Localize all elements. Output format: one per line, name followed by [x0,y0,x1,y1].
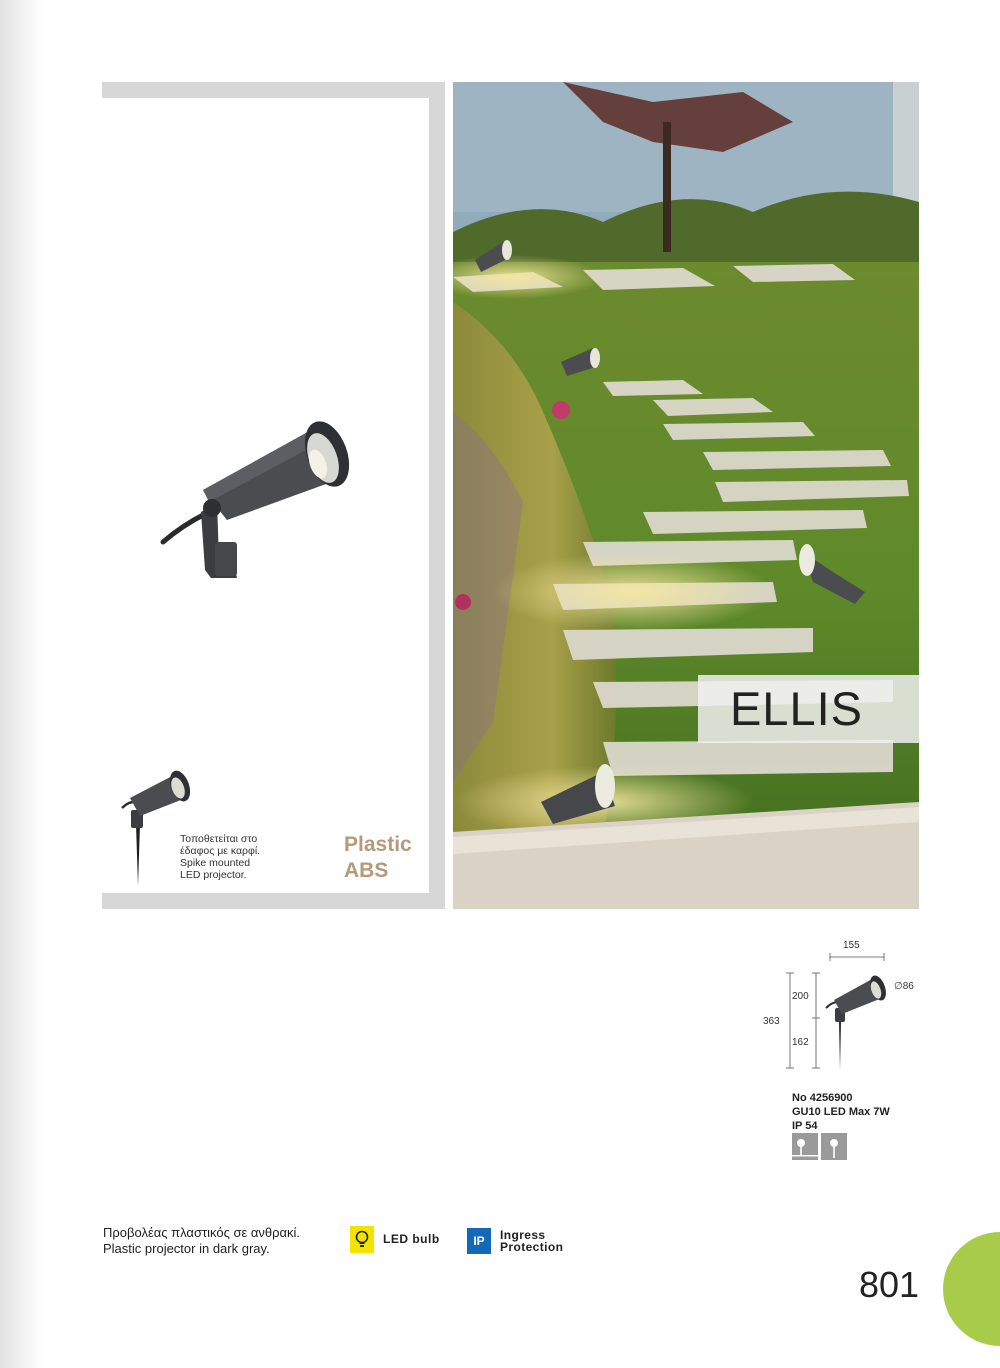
mount-desc-line-1: Τοποθετείται στο [180,833,258,845]
dimension-lines [760,938,940,1078]
spec-block [792,1091,890,1133]
dim-upper-height: 200 [792,991,809,1002]
dim-diameter: ∅86 [894,981,914,992]
spec-icons [792,1133,847,1160]
dimension-drawing [760,938,940,1078]
bulb-icon [350,1226,374,1253]
dim-lower-height: 162 [792,1037,809,1048]
description-greek: Προβολέας πλαστικός σε ανθρακί. [103,1225,301,1240]
bulb-spec: GU10 LED Max 7W [792,1106,890,1118]
mount-desc-line-2: έδαφος με καρφί. [180,845,261,857]
product-title: ELLIS [729,682,863,735]
page-number: 801 [859,1264,920,1305]
garden-photo [453,82,919,909]
product-code: No 4256900 [792,1092,853,1104]
spotlight-product-image [155,410,365,590]
page-tab-marker [943,1232,1000,1346]
mount-description [180,833,260,881]
led-bulb-label: LED bulb [383,1232,440,1246]
product-title-band [698,675,919,743]
outdoor-icon [792,1133,818,1160]
dim-total-height: 363 [763,1016,780,1027]
material-line-1: Plastic [344,833,412,856]
product-description [103,1225,300,1257]
description-english: Plastic projector in dark gray. [103,1241,270,1256]
page-spine-shadow [0,0,44,1368]
ip-rating: IP 54 [792,1120,818,1132]
material-label [344,832,412,884]
ip-label-line-1: Ingress [500,1228,546,1242]
ingress-protection-label [500,1229,563,1253]
mount-desc-line-4: LED projector. [180,869,247,881]
material-line-2: ABS [344,859,389,882]
dim-width: 155 [843,940,860,951]
ip-icon: IP [467,1228,491,1254]
ground-mount-icon [821,1133,847,1160]
ip-label-line-2: Protection [500,1240,564,1254]
mount-desc-line-3: Spike mounted [180,857,251,869]
